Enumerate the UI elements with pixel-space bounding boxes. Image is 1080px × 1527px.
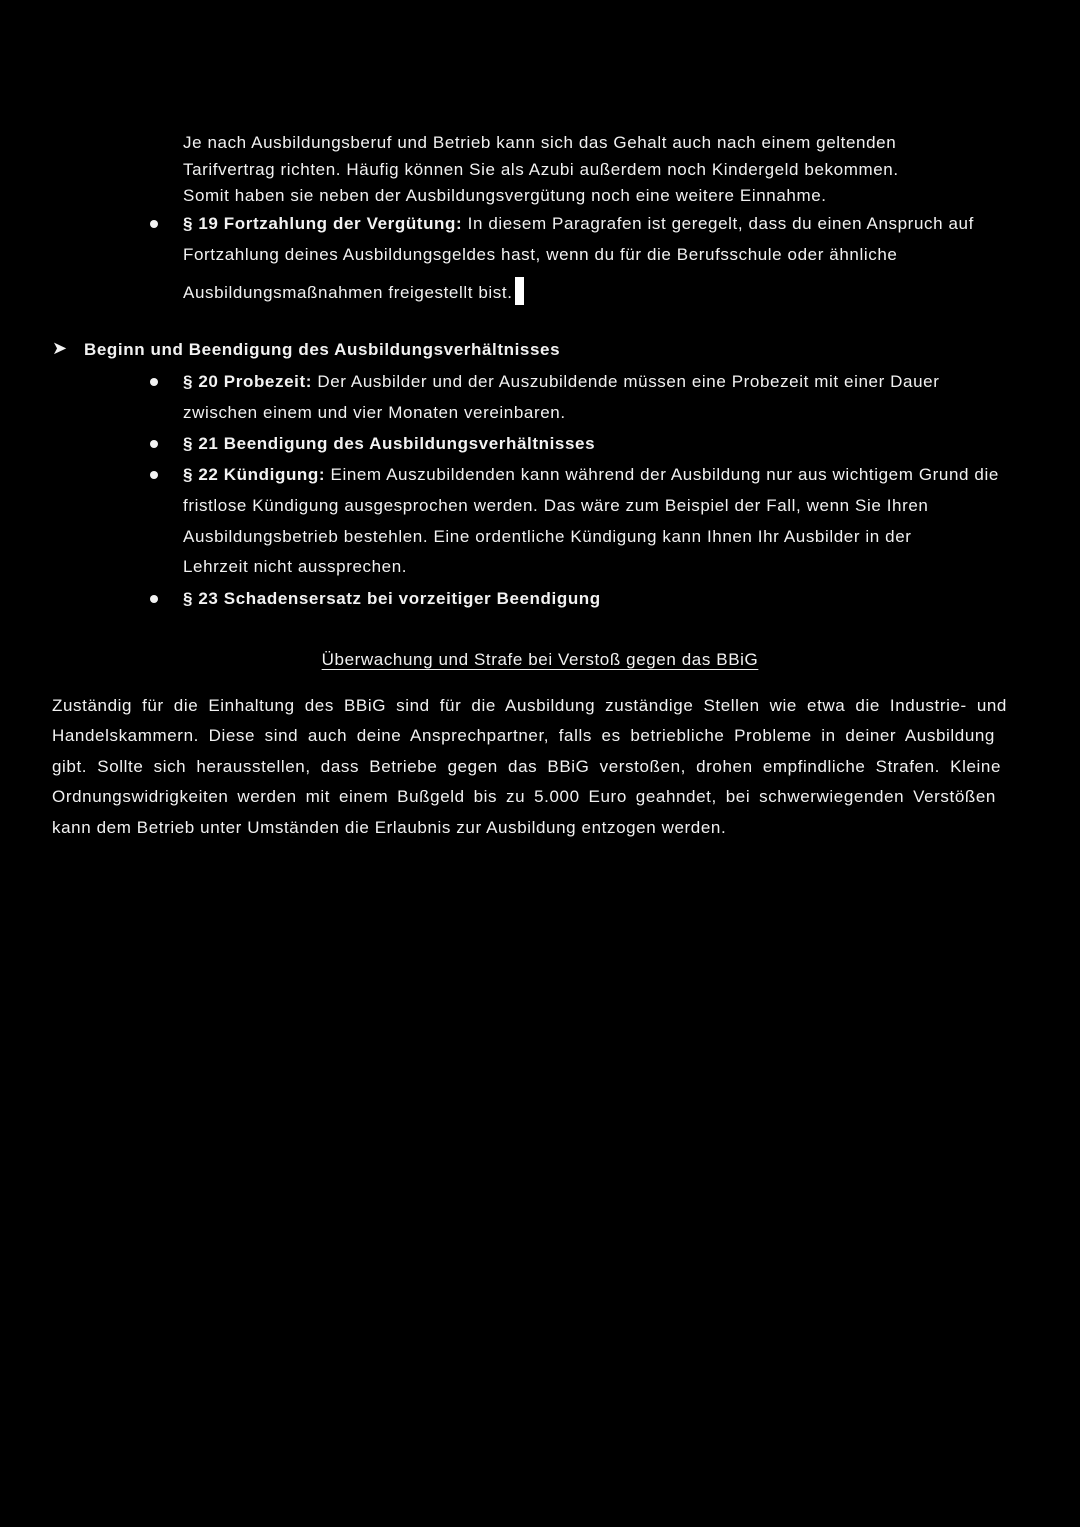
monitoring-line: kann dem Betrieb unter Umständen die Erlaubnis zur Ausbildung entzogen werden. bbox=[52, 818, 727, 837]
monitoring-line: gibt. Sollte sich herausstellen, dass Betriebe gegen das BBiG verstoßen, drohen empfindliche Strafen. Kleine bbox=[52, 757, 1001, 776]
bullet-icon bbox=[150, 471, 158, 479]
monitoring-line: Zuständig für die Einhaltung des BBiG sind für die Ausbildung zuständige Stellen wie etwa die Industrie- und bbox=[52, 696, 1007, 715]
section-title bbox=[84, 340, 560, 360]
p20-line: zwischen einem und vier Monaten vereinbaren. bbox=[183, 403, 566, 422]
p23-title: § 23 Schadensersatz bei vorzeitiger Beendigung bbox=[183, 589, 601, 608]
p22-line: Lehrzeit nicht aussprechen. bbox=[183, 557, 408, 576]
p21-line bbox=[183, 434, 595, 454]
p22-title: § 22 Kündigung: bbox=[183, 465, 326, 484]
p20-text: Der Ausbilder und der Auszubildende müssen eine Probezeit mit einer Dauer bbox=[317, 372, 940, 391]
p19-line bbox=[183, 277, 524, 305]
text-cursor bbox=[515, 277, 524, 305]
bullet-icon bbox=[150, 440, 158, 448]
intro-line: Somit haben sie neben der Ausbildungsvergütung noch eine weitere Einnahme. bbox=[183, 186, 827, 205]
p19-title: § 19 Fortzahlung der Vergütung: bbox=[183, 214, 463, 233]
bullet-icon bbox=[150, 220, 158, 228]
p22-line: Ausbildungsbetrieb bestehlen. Eine ordentliche Kündigung kann Ihnen Ihr Ausbilder in der bbox=[183, 527, 912, 546]
p19-text: In diesem Paragrafen ist geregelt, dass du einen Anspruch auf bbox=[467, 214, 974, 233]
p20-title: § 20 Probezeit: bbox=[183, 372, 312, 391]
p19-line: Fortzahlung deines Ausbildungsgeldes hast, wenn du für die Berufsschule oder ähnliche bbox=[183, 245, 898, 264]
monitoring-heading: Überwachung und Strafe bei Verstoß gegen das BBiG bbox=[321, 650, 759, 669]
intro-line: Je nach Ausbildungsberuf und Betrieb kann sich das Gehalt auch nach einem geltenden bbox=[183, 133, 897, 152]
p22-text: Einem Auszubildenden kann während der Ausbildung nur aus wichtigem Grund die bbox=[330, 465, 999, 484]
monitoring-line: Handelskammern. Diese sind auch deine Ansprechpartner, falls es betriebliche Probleme in deiner Ausbildung bbox=[52, 726, 995, 745]
monitoring-line: Ordnungswidrigkeiten werden mit einem Bußgeld bis zu 5.000 Euro geahndet, bei schwerwiegenden Verstößen bbox=[52, 787, 996, 806]
section-title-text: Beginn und Beendigung des Ausbildungsverhältnisses bbox=[84, 340, 561, 359]
arrow-bullet-icon: ➤ bbox=[52, 338, 68, 358]
p23-line bbox=[183, 589, 601, 609]
p22-line: fristlose Kündigung ausgesprochen werden. Das wäre zum Beispiel der Fall, wenn Sie Ihren bbox=[183, 496, 929, 515]
bullet-icon bbox=[150, 378, 158, 386]
p21-title: § 21 Beendigung des Ausbildungsverhältnisses bbox=[183, 434, 596, 453]
bullet-icon bbox=[150, 595, 158, 603]
p19-line bbox=[183, 214, 974, 234]
p22-line bbox=[183, 465, 999, 485]
p20-line bbox=[183, 372, 939, 392]
intro-line: Tarifvertrag richten. Häufig können Sie als Azubi außerdem noch Kindergeld bekommen. bbox=[183, 160, 899, 179]
p19-text: Ausbildungsmaßnahmen freigestellt bist. bbox=[183, 283, 513, 302]
